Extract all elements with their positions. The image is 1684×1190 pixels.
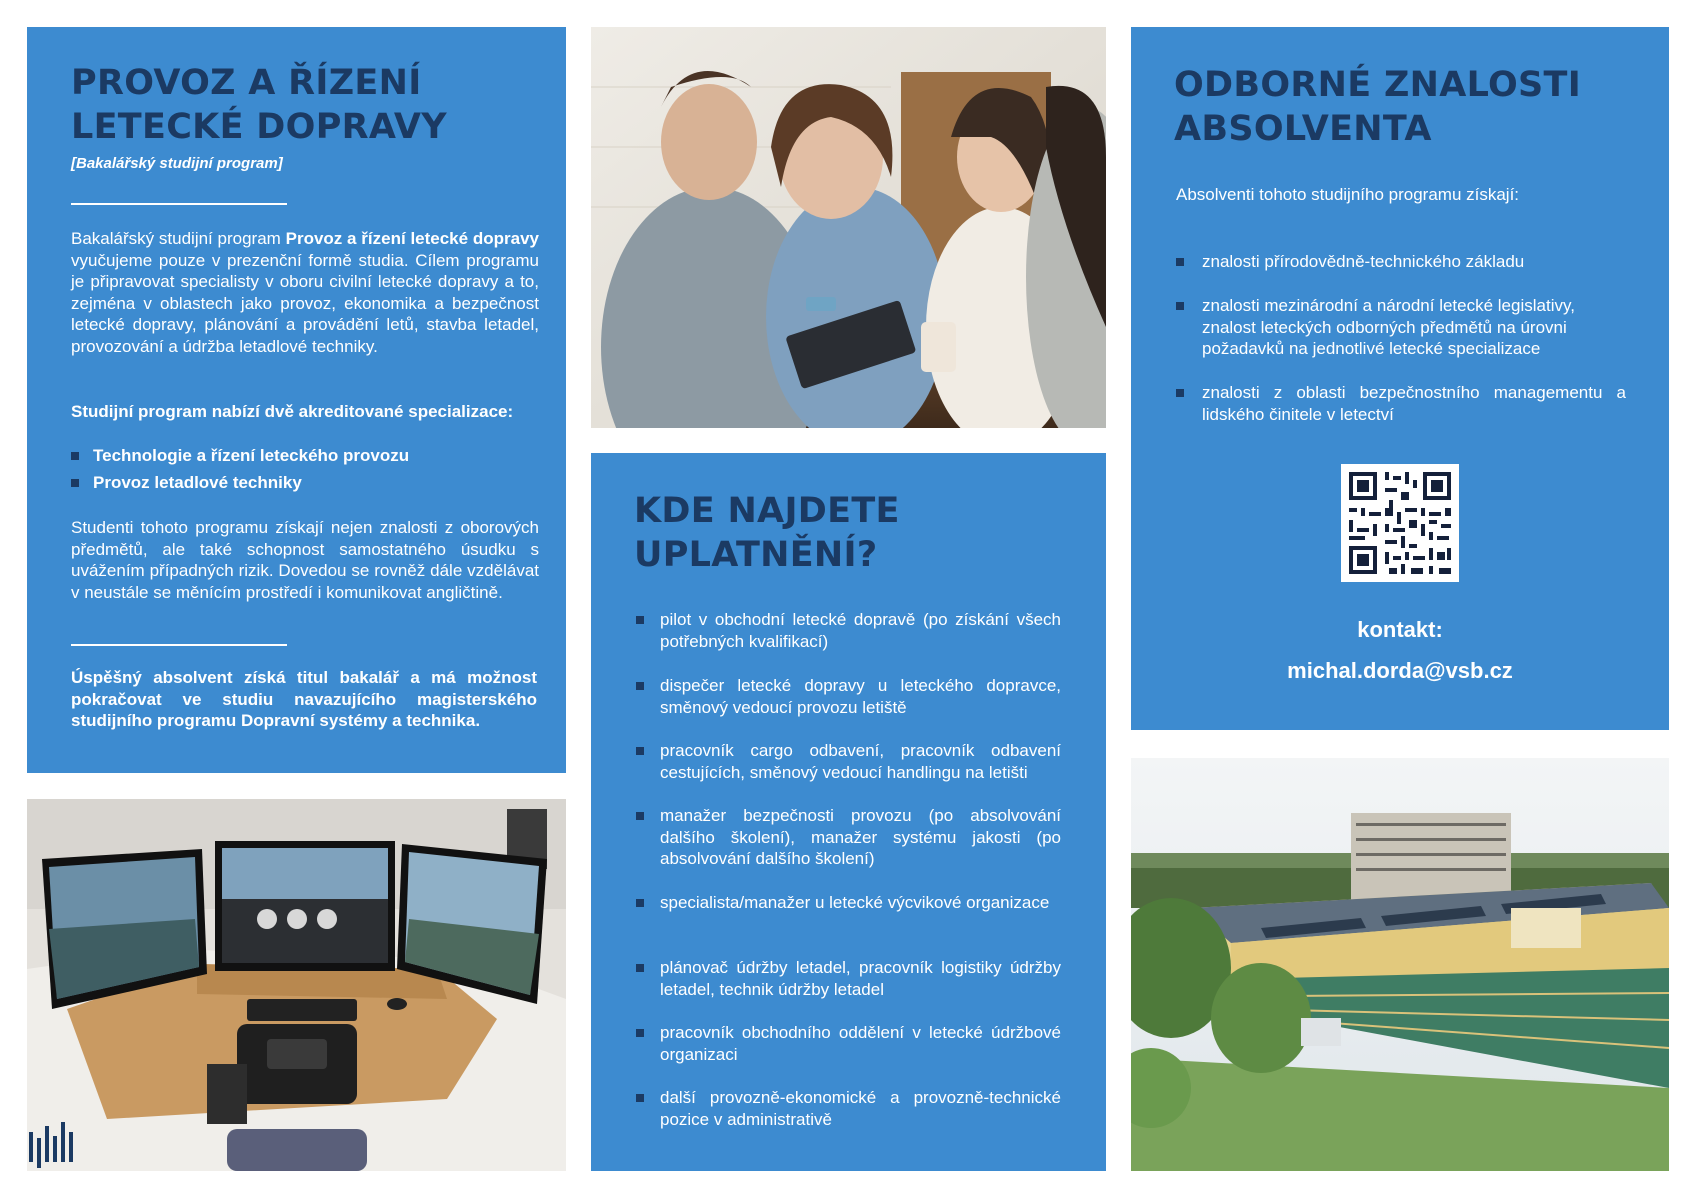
specializations-heading: Studijní program nabízí dvě akreditované specializace: — [71, 402, 514, 421]
campus-building-image — [1131, 758, 1669, 1171]
careers-list — [636, 609, 1061, 1137]
qr-code-graphic — [1341, 464, 1459, 582]
divider — [71, 644, 287, 646]
list-item: pracovník cargo odbavení, pracovník odbavení cestujících, směnový vedoucí handlingu na letišti — [636, 740, 1061, 805]
contact-label: kontakt: — [1357, 617, 1443, 642]
list-item: znalosti mezinárodní a národní letecké legislativy, znalost leteckých odborných předmětů na úrovni požadavků na jednotlivé letecké specializace — [1176, 295, 1626, 382]
list-item: znalosti přírodovědně-technického základu — [1176, 251, 1626, 295]
square-bullet-icon — [636, 1029, 644, 1037]
careers-panel — [591, 453, 1106, 1171]
careers-title-line-1: KDE NAJDETE — [634, 491, 900, 531]
careers-title-line-2: UPLATNĚNÍ? — [634, 535, 878, 575]
list-item: Provoz letadlové techniky — [71, 472, 409, 494]
students-image — [591, 27, 1106, 428]
skills-list — [1176, 251, 1626, 425]
specializations-list — [71, 445, 409, 493]
program-intro: Bakalářský studijní program Provoz a řízení letecké dopravy vyučujeme pouze v prezenční formě studia. Cílem programu je připravovat specialisty v oboru civilní letecké dopravy a to, zejména v oblastech jako provoz, ekonomika a bezpečnost letecké dopravy, plánování a provádění letů, stavba letadel, provozování a údržba letadlové techniky. — [71, 229, 539, 356]
qr-code-icon[interactable] — [1341, 464, 1459, 582]
campus-building-photo — [1131, 758, 1669, 1171]
university-logo-icon — [27, 1118, 79, 1168]
list-item: pilot v obchodní letecké dopravě (po získání všech potřebných kvalifikací) — [636, 609, 1061, 675]
flight-simulator-photo — [27, 799, 566, 1171]
flight-simulator-image — [27, 799, 566, 1171]
graduate-text: Úspěšný absolvent získá titul bakalář a má možnost pokračovat ve studiu navazujícího magisterského studijního programu Dopravní systémy a technika. — [71, 668, 537, 730]
list-item: Technologie a řízení leteckého provozu — [71, 445, 409, 467]
square-bullet-icon — [636, 812, 644, 820]
list-item: dispečer letecké dopravy u leteckého dopravce, směnový vedoucí provozu letiště — [636, 675, 1061, 740]
divider — [71, 203, 287, 205]
list-item: znalosti z oblasti bezpečnostního managementu a lidského činitele v letectví — [1176, 382, 1626, 425]
program-name-highlight: Provoz a řízení letecké dopravy — [285, 229, 539, 248]
square-bullet-icon — [1176, 389, 1184, 397]
graduate-skills-panel — [1131, 27, 1669, 730]
students-text: Studenti tohoto programu získají nejen znalosti z oborových předmětů, ale také schopnost samostatného úsudku s uvážením případných rizik. Dovedou se rovněž dále vzdělávat v neustále se měnícím prostředí i komunikovat angličtině. — [71, 518, 539, 602]
careers-title — [634, 489, 900, 577]
list-item: pracovník obchodního oddělení v letecké údržbové organizaci — [636, 1022, 1061, 1087]
square-bullet-icon — [1176, 258, 1184, 266]
square-bullet-icon — [636, 747, 644, 755]
program-title — [71, 61, 447, 149]
square-bullet-icon — [71, 479, 79, 487]
square-bullet-icon — [636, 1094, 644, 1102]
square-bullet-icon — [1176, 302, 1184, 310]
list-item: další provozně-ekonomické a provozně-technické pozice v administrativě — [636, 1087, 1061, 1137]
square-bullet-icon — [636, 616, 644, 624]
students-photo — [591, 27, 1106, 428]
skills-title-line-1: ODBORNÉ ZNALOSTI — [1174, 65, 1582, 105]
square-bullet-icon — [636, 964, 644, 972]
list-item: specialista/manažer u letecké výcvikové organizace — [636, 892, 1061, 957]
monitor-center — [215, 841, 395, 971]
program-title-line-2: LETECKÉ DOPRAVY — [71, 107, 447, 147]
skills-title-line-2: ABSOLVENTA — [1174, 109, 1432, 149]
square-bullet-icon — [71, 452, 79, 460]
contact-email-link[interactable]: michal.dorda@vsb.cz — [1287, 658, 1513, 683]
program-subtitle: [Bakalářský studijní program] — [71, 155, 283, 172]
skills-intro: Absolventi tohoto studijního programu získají: — [1176, 185, 1520, 204]
program-info-panel — [27, 27, 566, 773]
list-item: manažer bezpečnosti provozu (po absolvování dalšího školení), manažer systému jakosti (po absolvování dalšího školení) — [636, 805, 1061, 892]
skills-title — [1174, 63, 1581, 151]
square-bullet-icon — [636, 899, 644, 907]
list-item: plánovač údržby letadel, pracovník logistiky údržby letadel, technik údržby letadel — [636, 957, 1061, 1022]
square-bullet-icon — [636, 682, 644, 690]
program-title-line-1: PROVOZ A ŘÍZENÍ — [71, 63, 422, 103]
